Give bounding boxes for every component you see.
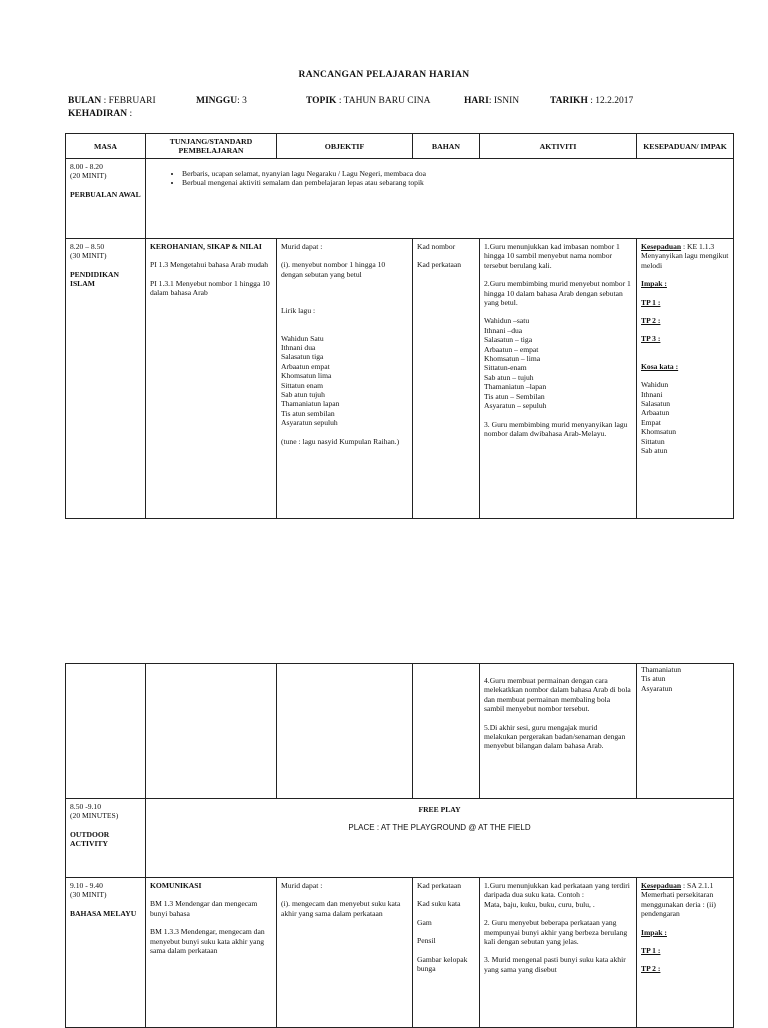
aktiviti-line: Tis atun – Sembilan — [484, 391, 545, 401]
col-header-objektif: OBJEKTIF — [277, 134, 413, 159]
subject: OUTDOOR ACTIVITY — [70, 829, 110, 849]
time: 8.20 – 8.50 — [70, 242, 105, 251]
col-header-masa: MASA — [66, 134, 146, 159]
lesson-table-page1 — [65, 133, 734, 519]
objektif-text: Murid dapat : — [281, 881, 323, 890]
table-row-bahasa-melayu — [66, 878, 734, 1028]
aktiviti-example: Mata, baju, kuku, buku, curu, bulu, . — [484, 899, 595, 909]
kosa-kata-label: Kosa kata : — [641, 361, 679, 371]
aktiviti-line: Asyaratun – sepuluh — [484, 401, 547, 411]
objektif-cell — [277, 664, 413, 799]
impak-label: Impak : — [641, 927, 667, 937]
table-row-pendidikan-islam — [66, 239, 734, 519]
header-hari: HARI: ISNIN — [464, 96, 520, 106]
bahan-item: Pensil — [417, 936, 436, 946]
standard-text: BM 1.3 Mendengar dan mengecam bunyi bahasa — [150, 899, 258, 918]
time: 9.10 - 9.40 — [70, 881, 103, 890]
aktiviti-cell — [480, 239, 637, 519]
aktiviti-cell — [480, 878, 637, 1028]
kosa-kata-item: Arbaatun — [641, 408, 670, 418]
aktiviti-step: 1.Guru menunjukkan kad perkataan yang terdiri daripada dua suku kata. Contoh : — [484, 881, 630, 900]
page-break — [0, 522, 768, 662]
free-play-title: FREE PLAY — [418, 805, 461, 814]
lyric-line: Asyaratun sepuluh — [281, 418, 338, 428]
duration: (20 MINUTES) — [70, 811, 119, 821]
tunjang-title: KOMUNIKASI — [150, 881, 202, 890]
kosa-kata-item: Empat — [641, 417, 661, 427]
lyric-line: Sittatun enam — [281, 380, 323, 390]
lyric-line: Wahidun Satu — [281, 333, 324, 343]
col-header-aktiviti: AKTIVITI — [480, 134, 637, 159]
objektif-text: Murid dapat : — [281, 242, 323, 251]
lesson-table-page2 — [65, 663, 734, 1028]
lyric-line: Sab atun tujuh — [281, 390, 325, 400]
kesepaduan-cell — [637, 664, 734, 799]
kosa-kata-item: Tis atun — [641, 674, 666, 684]
duration: (30 MINIT) — [70, 251, 107, 261]
tunjang-cell — [146, 239, 277, 519]
aktiviti-step: 5.Di akhir sesi, guru mengajak murid melakukan pergerakan badan/senaman dengan menyebut bilangan dalam bahasa Arab. — [484, 722, 626, 751]
kesepaduan-label: Kesepaduan — [641, 881, 682, 890]
col-header-kesepaduan: KESEPADUAN/ IMPAK — [637, 134, 734, 159]
col-header-tunjang: TUNJANG/STANDARD PEMBELAJARAN — [146, 134, 277, 159]
perbualan-content — [146, 159, 734, 239]
bahan-item: Kad nombor — [417, 242, 456, 251]
bahan-cell — [413, 664, 480, 799]
aktiviti-step: 2. Guru menyebut beberapa perkataan yang mempunyai bunyi akhir yang berbeza berulang kali dengan sebutan yang jelas. — [484, 918, 628, 947]
kesepaduan-value: : SA 2.1.1 Memerhati persekitaran menggunakan deria : (ii) pendengaran — [641, 881, 716, 919]
masa-cell — [66, 878, 146, 1028]
free-play-cell — [146, 799, 734, 878]
header-tarikh: TARIKH : 12.2.2017 — [550, 96, 634, 106]
col-header-bahan: BAHAN — [413, 134, 480, 159]
bahan-item: Kad suku kata — [417, 899, 461, 909]
kesepaduan-label: Kesepaduan — [641, 242, 682, 251]
tune-note: (tune : lagu nasyid Kumpulan Raihan.) — [281, 436, 400, 446]
time: 8.50 -9.10 — [70, 802, 102, 811]
aktiviti-line: Wahidun –satu — [484, 316, 530, 326]
kesepaduan-value: : KE 1.1.3 Menyanyikan lagu mengikut melodi — [641, 242, 729, 270]
lyric-line: Ithnani dua — [281, 343, 316, 353]
header-kehadiran: KEHADIRAN : — [68, 109, 133, 119]
lyrics-label: Lirik lagu : — [281, 306, 316, 316]
tp2-label: TP 2 : — [641, 316, 661, 326]
aktiviti-line: Arbaatun – empat — [484, 344, 539, 354]
list-item: • Berbual mengenai aktiviti semalam dan pembelajaran lepas atau sebarang topik — [182, 178, 729, 187]
tp2-label: TP 2 : — [641, 964, 661, 974]
aktiviti-step: 1.Guru menunjukkan kad imbasan nombor 1 hingga 10 sambil menyebut nama nombor tersebut berulang kali. — [484, 242, 620, 270]
aktiviti-line: Khomsatun – lima — [484, 354, 541, 364]
aktiviti-line: Salasatun – tiga — [484, 335, 533, 345]
standard-text: BM 1.3.3 Mendengar, mengecam dan menyebut bunyi suku kata akhir yang sama dalam perkataan — [150, 927, 265, 956]
tunjang-cell — [146, 878, 277, 1028]
header-topik: TOPIK : TAHUN BARU CINA — [306, 96, 431, 106]
standard-text: PI 1.3.1 Menyebut nombor 1 hingga 10 dalam bahasa Arab — [150, 278, 270, 298]
masa-cell — [66, 799, 146, 878]
aktiviti-cell — [480, 664, 637, 799]
page-title: RANCANGAN PELAJARAN HARIAN — [298, 70, 470, 80]
aktiviti-line: Ithnani –dua — [484, 325, 523, 335]
kosa-kata-item: Thamaniatun — [641, 665, 682, 674]
lyric-line: Salasatun tiga — [281, 352, 324, 362]
tunjang-cell — [146, 664, 277, 799]
kesepaduan-cell — [637, 878, 734, 1028]
lyric-line: Arbaatun empat — [281, 361, 330, 371]
table-row-continuation — [66, 664, 734, 799]
aktiviti-step: 3. Guru membimbing murid menyanyikan lagu nombor dalam dwibahasa Arab-Melayu. — [484, 419, 628, 438]
standard-text: PI 1.3 Mengetahui bahasa Arab mudah — [150, 260, 269, 270]
objektif-cell — [277, 878, 413, 1028]
masa-cell — [66, 159, 146, 239]
header-bulan: BULAN : FEBRUARI — [68, 96, 156, 106]
objektif-text: (i). mengecam dan menyebut suku kata akhir yang sama dalam perkataan — [281, 899, 401, 918]
kosa-kata-item: Ithnani — [641, 389, 663, 399]
table-row-perbualan — [66, 159, 734, 239]
bahan-cell — [413, 878, 480, 1028]
lyric-line: Thamaniatun lapan — [281, 399, 340, 409]
time: 8.00 - 8.20 — [70, 162, 103, 171]
subject: PENDIDIKAN ISLAM — [70, 269, 119, 289]
subject: BAHASA MELAYU — [70, 908, 137, 918]
kosa-kata-item: Khomsatun — [641, 427, 677, 437]
subject: PERBUALAN AWAL — [70, 189, 141, 199]
list-item: • Berbaris, ucapan selamat, nyanyian lagu Negaraku / Lagu Negeri, membaca doa — [182, 169, 729, 178]
masa-cell — [66, 664, 146, 799]
aktiviti-line: Sittatun-enam — [484, 363, 527, 373]
aktiviti-line: Thamaniatun –lapan — [484, 382, 547, 392]
aktiviti-step: 2.Guru membimbing murid menyebut nombor 1 hingga 10 dalam bahasa Arab dengan sebutan yang betul. — [484, 279, 631, 308]
tp3-label: TP 3 : — [641, 334, 661, 344]
objektif-text: (i). menyebut nombor 1 hingga 10 dengan sebutan yang betul — [281, 260, 386, 279]
bahan-cell — [413, 239, 480, 519]
bahan-item: Kad perkataan — [417, 881, 462, 890]
table-header-row — [66, 134, 734, 159]
tunjang-title: KEROHANIAN, SIKAP & NILAI — [150, 242, 262, 251]
bahan-item: Gambar kelopak bunga — [417, 954, 468, 974]
tp1-label: TP 1 : — [641, 946, 661, 956]
objektif-cell — [277, 239, 413, 519]
lyric-line: Tis atun sembilan — [281, 408, 335, 418]
header-minggu: MINGGU: 3 — [196, 96, 247, 106]
kosa-kata-item: Salasatun — [641, 399, 671, 409]
kosa-kata-item: Sab atun — [641, 446, 668, 456]
kosa-kata-item: Asyaratun — [641, 683, 673, 693]
kosa-kata-item: Wahidun — [641, 380, 669, 390]
bahan-item: Gam — [417, 917, 432, 927]
duration: (20 MINIT) — [70, 171, 107, 181]
kosa-kata-item: Sittatun — [641, 436, 665, 446]
aktiviti-step: 4.Guru membuat permainan dengan cara melekatkkan nombor dalam bahasa Arab di bola dan membuat permainan membaling bola sambil menyebut nombor tersebut. — [484, 676, 631, 714]
bahan-item: Kad perkataan — [417, 260, 462, 270]
lyric-line: Khomsatun lima — [281, 371, 332, 381]
table-row-outdoor — [66, 799, 734, 878]
place-text: PLACE : AT THE PLAYGROUND @ AT THE FIELD — [348, 823, 531, 833]
masa-cell — [66, 239, 146, 519]
kesepaduan-cell — [637, 239, 734, 519]
impak-label: Impak : — [641, 279, 667, 289]
aktiviti-step: 3. Murid mengenal pasti bunyi suku kata akhir yang sama yang disebut — [484, 955, 626, 974]
duration: (30 MINIT) — [70, 890, 107, 900]
aktiviti-line: Sab atun – tujuh — [484, 372, 534, 382]
tp1-label: TP 1 : — [641, 297, 661, 307]
